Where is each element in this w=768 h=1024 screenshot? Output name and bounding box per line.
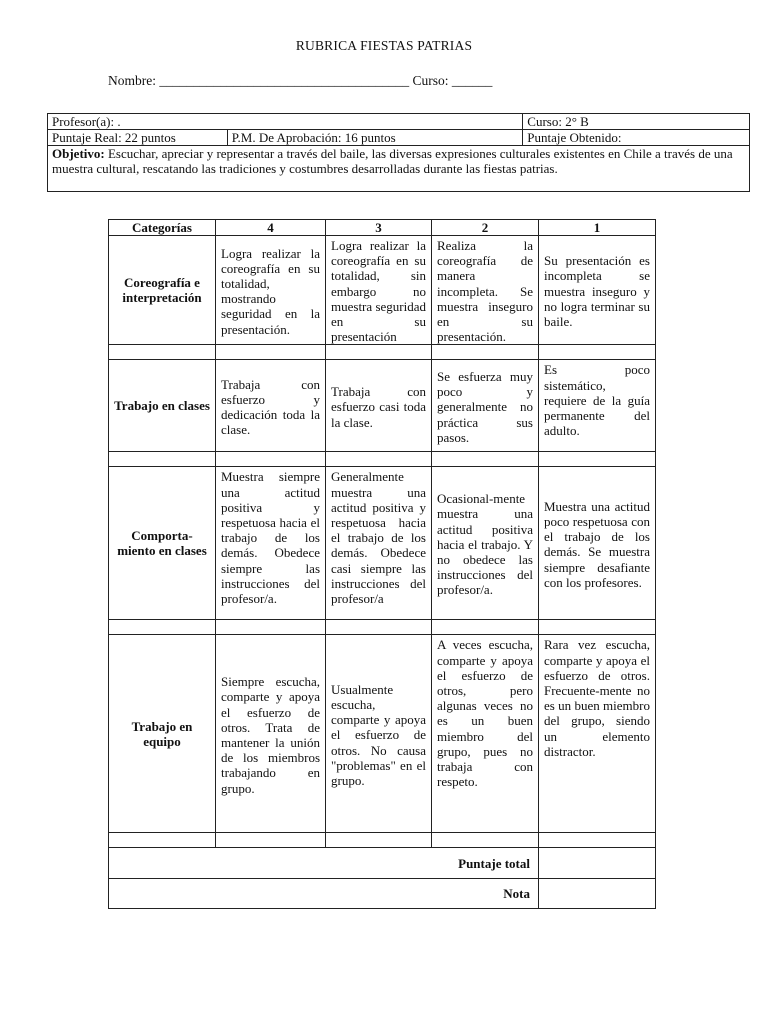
header-level-3: 3 <box>326 220 432 236</box>
spacer-row <box>109 452 656 467</box>
spacer-row <box>109 620 656 635</box>
level-4-cell: Siempre escucha, comparte y apoya el esfuerzo de otros. Trata de mantener la unión de los miembros trabajando en grupo. <box>216 635 326 833</box>
level-1-cell: Rara vez escucha, comparte y apoya el esfuerzo de otros. Frecuente-mente no es un buen miembro del grupo, siendo un elemento distractor. <box>539 635 656 833</box>
spacer-row <box>109 833 656 848</box>
level-4-cell: Trabaja con esfuerzo y dedicación toda la clase. <box>216 360 326 452</box>
level-1-cell: Muestra una actitud poco respetuosa con el trabajo de los demás. Se muestra siempre desafiante con los profesores. <box>539 467 656 620</box>
page-title: RUBRICA FIESTAS PATRIAS <box>295 38 473 53</box>
rubric-table <box>108 219 656 909</box>
level-3-cell: Usualmente escucha, comparte y apoya el esfuerzo de otros. No causa "problemas" en el grupo. <box>326 635 432 833</box>
category-cell: Trabajo en equipo <box>109 635 216 833</box>
category-cell: Trabajo en clases <box>109 360 216 452</box>
info-table <box>47 113 750 192</box>
spacer-row <box>109 345 656 360</box>
rubric-header-row <box>109 220 656 236</box>
curso-field: Curso: 2° B <box>523 114 750 130</box>
objetivo-text: Escuchar, apreciar y representar a través del baile, las diversas expresiones culturales existentes en Chile a través de una muestra cultural, rescatando las tradiciones y costumbres desarrolladas durante las fiestas patrias. <box>52 146 733 176</box>
puntaje-total-label: Puntaje total <box>109 848 539 879</box>
level-2-cell: Ocasional-mente muestra una actitud positiva hacia el trabajo. Y no obedece las instrucciones del profesor/a. <box>432 467 539 620</box>
puntaje-obtenido-field: Puntaje Obtenido: <box>523 130 750 146</box>
level-3-cell: Generalmente muestra una actitud positiva y respetuosa hacia el trabajo de los demás. Obedece casi siempre las instrucciones del profesor/a <box>326 467 432 620</box>
nota-label: Nota <box>109 879 539 909</box>
nombre-curso-line: Nombre: _____________________________________ Curso: ______ <box>108 73 493 88</box>
puntaje-total-row <box>109 848 656 879</box>
level-1-cell: Es poco sistemático, requiere de la guía permanente del adulto. <box>539 360 656 452</box>
category-cell: Coreografía e interpretación <box>109 236 216 345</box>
level-2-cell: A veces escucha, comparte y apoya el esfuerzo de otros, pero algunas veces no es un buen miembro del grupo, pues no trabaja con respeto. <box>432 635 539 833</box>
category-cell: Comporta-miento en clases <box>109 467 216 620</box>
level-3-cell: Trabaja con esfuerzo casi toda la clase. <box>326 360 432 452</box>
rubric-row-comportamiento <box>109 467 656 620</box>
level-4-cell: Muestra siempre una actitud positiva y respetuosa hacia el trabajo de los demás. Obedece siempre las instrucciones del profesor/a. <box>216 467 326 620</box>
header-level-1: 1 <box>539 220 656 236</box>
rubric-row-trabajo-equipo <box>109 635 656 833</box>
rubric-row-trabajo-clases <box>109 360 656 452</box>
level-3-cell: Logra realizar la coreografía en su totalidad, sin embargo no muestra seguridad en su presentación <box>326 236 432 345</box>
nota-value[interactable] <box>539 879 656 909</box>
objetivo-label: Objetivo: <box>52 146 105 161</box>
level-2-cell: Realiza la coreografía de manera incompleta. Se muestra inseguro en su presentación. <box>432 236 539 345</box>
header-level-4: 4 <box>216 220 326 236</box>
objetivo-cell <box>48 146 750 192</box>
header-level-2: 2 <box>432 220 539 236</box>
rubric-row-coreografia <box>109 236 656 345</box>
header-categorias: Categorías <box>109 220 216 236</box>
nota-row <box>109 879 656 909</box>
puntaje-total-value[interactable] <box>539 848 656 879</box>
level-1-cell: Su presentación es incompleta se muestra inseguro y no logra terminar su baile. <box>539 236 656 345</box>
puntaje-real-field: Puntaje Real: 22 puntos <box>48 130 228 146</box>
aprobacion-field: P.M. De Aprobación: 16 puntos <box>227 130 523 146</box>
level-4-cell: Logra realizar la coreografía en su totalidad, mostrando seguridad en la presentación. <box>216 236 326 345</box>
level-2-cell: Se esfuerza muy poco y generalmente no práctica sus pasos. <box>432 360 539 452</box>
profesor-field: Profesor(a): . <box>48 114 523 130</box>
